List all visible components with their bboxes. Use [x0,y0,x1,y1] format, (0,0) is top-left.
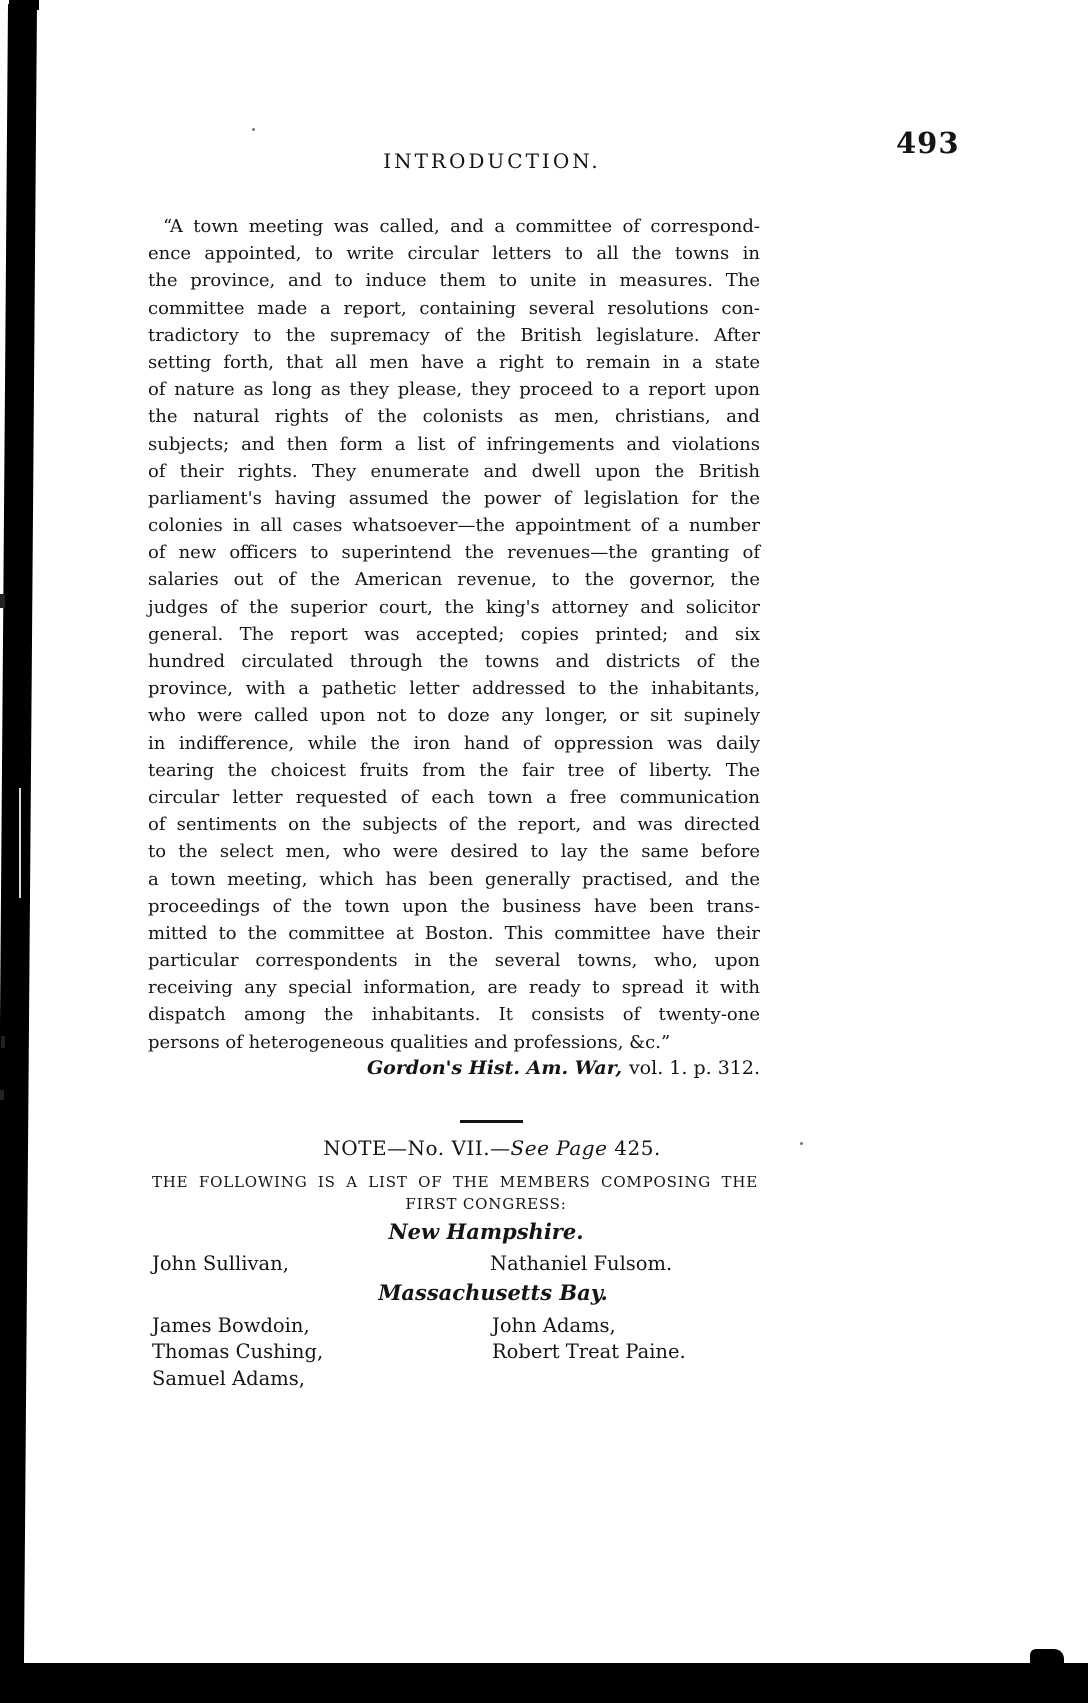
paragraph-line: ence appointed, to write circular letters to all the towns in [148,243,760,265]
quoted-paragraph [148,213,760,1056]
paragraph-line: to the select men, who were desired to lay the same before [148,841,760,863]
paragraph-line: of their rights. They enumerate and dwell upon the British [148,460,760,482]
paragraph-line: setting forth, that all men have a right to remain in a state [148,351,760,373]
paragraph-line: persons of heterogeneous qualities and professions, &c.” [148,1031,671,1053]
paragraph-line: subjects; and then form a list of infringements and violations [148,433,760,455]
paragraph-line: in indifference, while the iron hand of oppression was daily [148,732,760,754]
paragraph-line: tradictory to the supremacy of the British legislature. After [148,324,760,346]
paragraph-line: province, with a pathetic letter addressed to the inhabitants, [148,678,760,700]
paragraph-line: colonies in all cases whatsoever—the appointment of a number [148,515,760,537]
paragraph-line: of nature as long as they please, they proceed to a report upon [148,379,760,401]
member-name-right: Nathaniel Fulsom. [490,1252,673,1275]
member-name-right: Robert Treat Paine. [492,1340,686,1364]
scan-speck [252,128,255,131]
note-heading [148,1136,836,1160]
paragraph-line: tearing the choicest fruits from the fair tree of liberty. The [148,759,760,781]
state-heading-new-hampshire: New Hampshire. [388,1219,584,1244]
member-row [152,1251,764,1277]
paragraph-line: the province, and to induce them to unite in measures. The [148,270,760,292]
paragraph-line: “A town meeting was called, and a committee of correspond- [163,216,760,237]
page-title: INTRODUCTION. [383,149,601,173]
paragraph-line: particular correspondents in the several towns, who, upon [148,950,760,972]
paragraph-line: circular letter requested of each town a free communication [148,786,760,808]
paragraph-line: the natural rights of the colonists as men, christians, and [148,406,760,428]
members-heading-line2: FIRST CONGRESS: [405,1195,567,1213]
member-name-left: John Sullivan, [152,1252,289,1275]
paragraph-line: mitted to the committee at Boston. This committee have their [148,922,760,944]
member-name-left: Samuel Adams, [152,1366,305,1390]
page-number: 493 [896,126,960,160]
paragraph-line: proceedings of the town upon the business have been trans- [148,895,760,917]
member-row [152,1339,764,1365]
member-row [152,1313,764,1339]
scan-border-bottom [0,1663,1088,1703]
scan-mark [0,594,5,608]
paragraph-line: hundred circulated through the towns and districts of the [148,651,760,672]
paragraph-line: salaries out of the American revenue, to the governor, the [148,569,760,591]
scan-border-left-top [9,0,39,10]
scan-mark [0,1090,4,1100]
citation-work: Gordon's Hist. Am. War, [366,1057,622,1079]
member-name-right: John Adams, [492,1314,616,1337]
paragraph-line: receiving any special information, are ready to spread it with [148,977,760,999]
paragraph-line: a town meeting, which has been generally practised, and the [148,868,760,890]
member-name-left: Thomas Cushing, [152,1340,324,1364]
paragraph-line: committee made a report, containing several resolutions con- [148,297,760,319]
scan-mark [1,1036,5,1048]
paragraph-line: judges of the superior court, the king's attorney and solicitor [148,596,760,618]
members-massachusetts-bay [152,1313,764,1392]
citation [148,1057,760,1079]
scan-hairline [19,788,21,898]
note-see-page: See Page [510,1136,608,1160]
paragraph-line: of sentiments on the subjects of the report, and was directed [148,814,760,836]
note-page-ref: 425. [607,1136,661,1160]
member-row [152,1366,764,1392]
member-name-left: James Bowdoin, [152,1314,310,1337]
note-prefix: NOTE—No. VII.— [323,1136,511,1160]
citation-volume: vol. 1. p. 312. [628,1057,760,1079]
members-heading-line1: THE FOLLOWING IS A LIST OF THE MEMBERS COMPOSING THE [152,1173,758,1191]
paragraph-line: general. The report was accepted; copies printed; and six [148,623,760,645]
paragraph-line: of new officers to superintend the revenues—the granting of [148,542,760,564]
paragraph-line: parliament's having assumed the power of legislation for the [148,487,760,509]
members-new-hampshire [152,1251,764,1277]
paragraph-line: who were called upon not to doze any longer, or sit supinely [148,705,760,727]
state-heading-massachusetts-bay: Massachusetts Bay. [378,1280,608,1305]
paragraph-line: dispatch among the inhabitants. It consists of twenty-one [148,1004,760,1026]
section-divider [460,1120,523,1123]
